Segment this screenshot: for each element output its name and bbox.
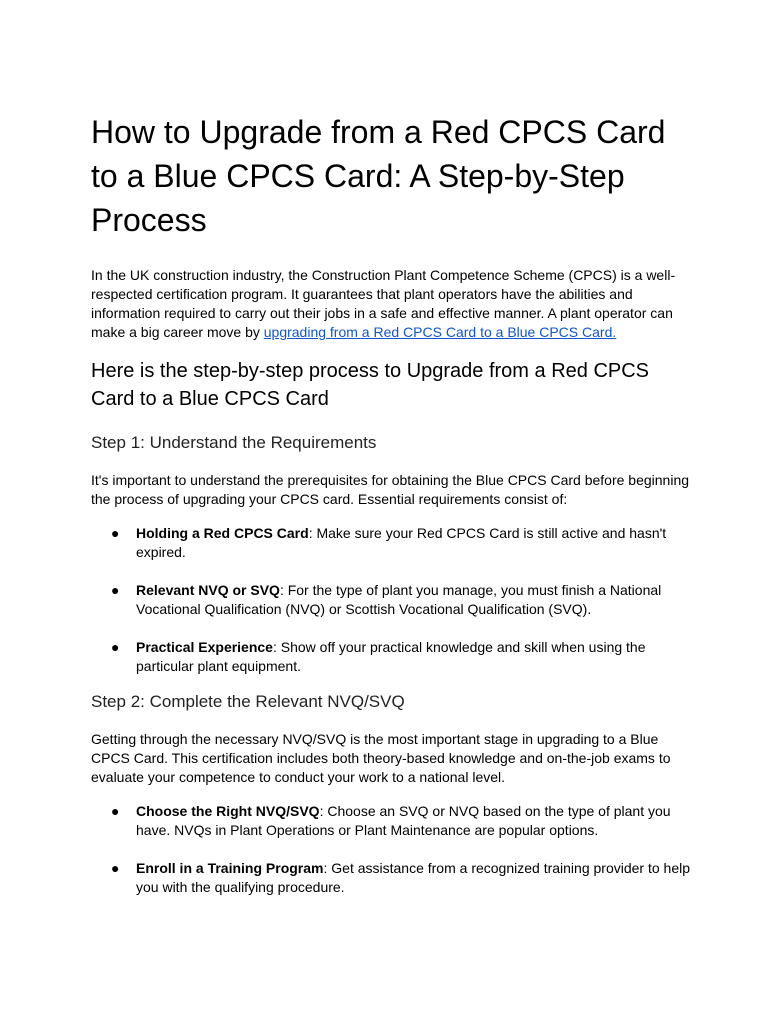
intro-text: In the UK construction industry, the Construction Plant Competence Scheme (CPCS) is a well-respected certification program. It guarantees that plant operators have the abilities and information required to carry out their jobs in a safe and effective manner. A plant operator can make a big career move by — [91, 267, 676, 340]
bullet-icon: ● — [111, 803, 120, 819]
step1-requirements-list — [91, 524, 691, 676]
step2-paragraph: Getting through the necessary NVQ/SVQ is the most important stage in upgrading to a Blue CPCS Card. This certification includes both theory-based knowledge and on-the-job exams to evaluate your competence to conduct your work to a national level. — [91, 731, 671, 785]
list-item-bold: Holding a Red CPCS Card — [136, 525, 309, 541]
list-item-text: : Show off your practical knowledge and skill when using the particular plant equipment. — [136, 639, 646, 674]
list-item-text: : Make sure your Red CPCS Card is still active and hasn't expired. — [136, 525, 667, 560]
list-item-bold: Relevant NVQ or SVQ — [136, 582, 280, 598]
document-title: How to Upgrade from a Red CPCS Card to a Blue CPCS Card: A Step-by-Step Process — [91, 114, 666, 238]
list-item-bold: Practical Experience — [136, 639, 273, 655]
list-item — [91, 524, 691, 562]
list-item — [91, 802, 691, 840]
bullet-icon: ● — [111, 582, 120, 598]
bullet-icon: ● — [111, 525, 120, 541]
intro-paragraph — [91, 266, 691, 342]
bullet-icon: ● — [111, 860, 120, 876]
step1-paragraph: It's important to understand the prerequisites for obtaining the Blue CPCS Card before beginning the process of upgrading your CPCS card. Essential requirements consist of: — [91, 472, 690, 507]
list-item-bold: Enroll in a Training Program — [136, 860, 324, 876]
list-item-text: : For the type of plant you manage, you must finish a National Vocational Qualification (NVQ) or Scottish Vocational Qualification (SVQ). — [136, 582, 662, 617]
list-item-text: : Get assistance from a recognized training provider to help you with the qualifying procedure. — [136, 860, 691, 895]
upgrade-link[interactable]: upgrading from a Red CPCS Card to a Blue CPCS Card. — [263, 324, 617, 340]
list-item — [91, 638, 691, 676]
step1-heading: Step 1: Understand the Requirements — [91, 433, 377, 452]
list-item — [91, 859, 691, 897]
list-item — [91, 581, 691, 619]
step2-guidance-list — [91, 802, 691, 897]
document-content — [91, 110, 691, 897]
list-item-bold: Choose the Right NVQ/SVQ — [136, 803, 320, 819]
list-item-text: : Choose an SVQ or NVQ based on the type of plant you have. NVQs in Plant Operations or Plant Maintenance are popular options. — [136, 803, 671, 838]
bullet-icon: ● — [111, 639, 120, 655]
section-heading: Here is the step-by-step process to Upgrade from a Red CPCS Card to a Blue CPCS Card — [91, 360, 650, 410]
step2-heading: Step 2: Complete the Relevant NVQ/SVQ — [91, 692, 405, 711]
